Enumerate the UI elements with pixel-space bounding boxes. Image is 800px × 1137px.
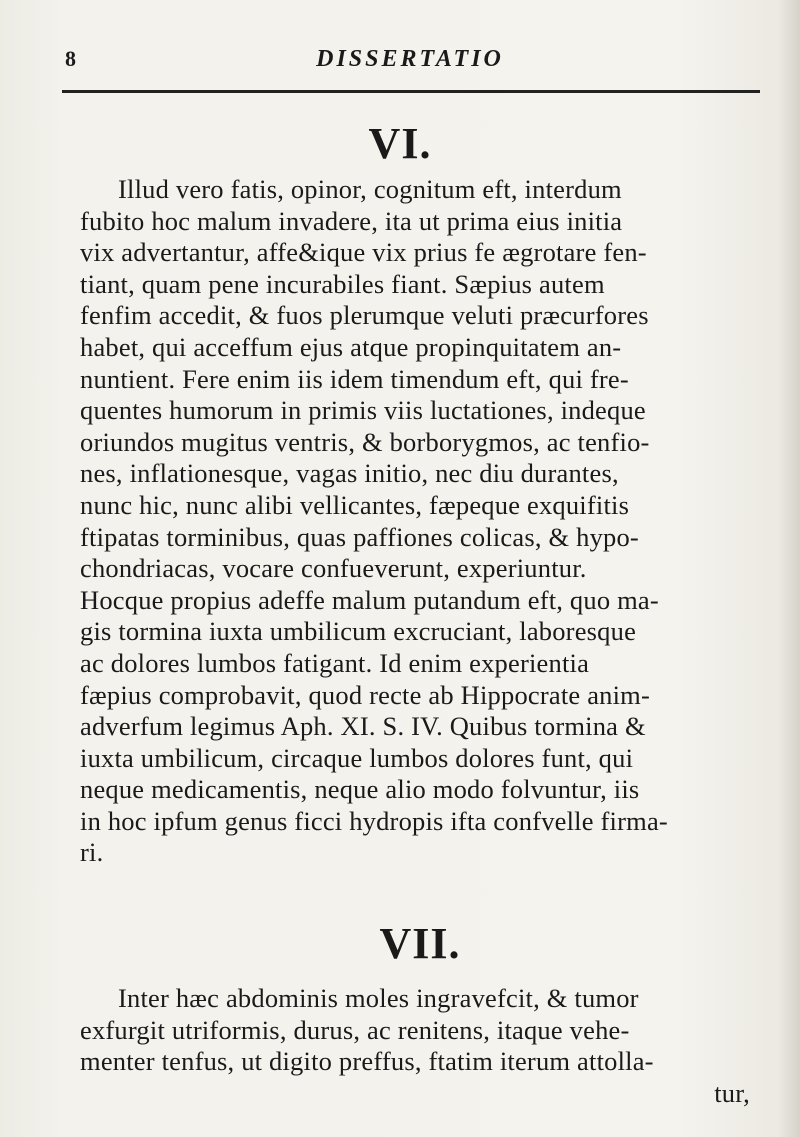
text-line: iuxta umbilicum, circaque lumbos dolores funt, qui xyxy=(80,742,634,773)
page-number: 8 xyxy=(65,46,76,71)
text-line: neque medicamentis, neque alio modo folvuntur, iis xyxy=(80,774,640,805)
text-line: chondriacas, vocare confueverunt, experiuntur. xyxy=(80,553,587,584)
text-line: ac dolores lumbos fatigant. Id enim experientia xyxy=(80,647,590,678)
text-line: oriundos mugitus ventris, & borborygmos, ac tenfio- xyxy=(80,426,650,457)
text-line: exfurgit utriformis, durus, ac renitens, itaque vehe- xyxy=(80,1014,630,1045)
text-line: menter tenfus, ut digito preffus, ftatim iterum attolla- xyxy=(80,1046,654,1077)
text-line: in hoc ipfum genus ficci hydropis ifta confvelle firma- xyxy=(80,805,668,836)
text-line: Inter hæc abdominis moles ingravefcit, & tumor xyxy=(118,983,639,1013)
section-heading-vi: VI. xyxy=(368,119,432,168)
text-line: ri. xyxy=(80,837,104,868)
text-line: nes, inflationesque, vagas initio, nec diu durantes, xyxy=(80,458,619,489)
text-line: fæpius comprobavit, quod recte ab Hippocrate anim- xyxy=(80,679,651,710)
catchword-line: tur, xyxy=(714,1077,750,1108)
text-line: habet, qui acceffum ejus atque propinquitatem an- xyxy=(80,331,622,362)
section-heading-vii: VII. xyxy=(379,919,461,968)
text-line: ftipatas torminibus, quas paffiones colicas, & hypo- xyxy=(80,521,639,552)
text-line: vix advertantur, affe&ique vix prius fe ægrotare fen- xyxy=(80,237,647,268)
running-title: DISSERTATIO xyxy=(316,46,504,72)
text-line: gis tormina iuxta umbilicum excruciant, laboresque xyxy=(80,616,637,647)
text-line: nunc hic, nunc alibi vellicantes, fæpeque exquifitis xyxy=(80,489,630,520)
text-line: quentes humorum in primis viis luctationes, indeque xyxy=(80,395,646,426)
text-line: tiant, quam pene incurabiles fiant. Sæpius autem xyxy=(80,268,605,299)
text-line: fubito hoc malum invadere, ita ut prima eius initia xyxy=(80,205,623,236)
text-line: nuntient. Fere enim iis idem timendum eft, qui fre- xyxy=(80,363,629,394)
text-line: fenfim accedit, & fuos plerumque veluti præcurfores xyxy=(80,300,649,331)
header-rule xyxy=(62,90,760,93)
text-line: Hocque propius adeffe malum putandum eft, quo ma- xyxy=(80,584,659,615)
text-line: adverfum legimus Aph. XI. S. IV. Quibus tormina & xyxy=(80,711,646,742)
section-vi-text xyxy=(80,174,780,869)
page-header xyxy=(60,46,760,86)
section-vii-text xyxy=(80,983,780,1109)
text-line: Illud vero fatis, opinor, cognitum eft, interdum xyxy=(118,174,622,204)
